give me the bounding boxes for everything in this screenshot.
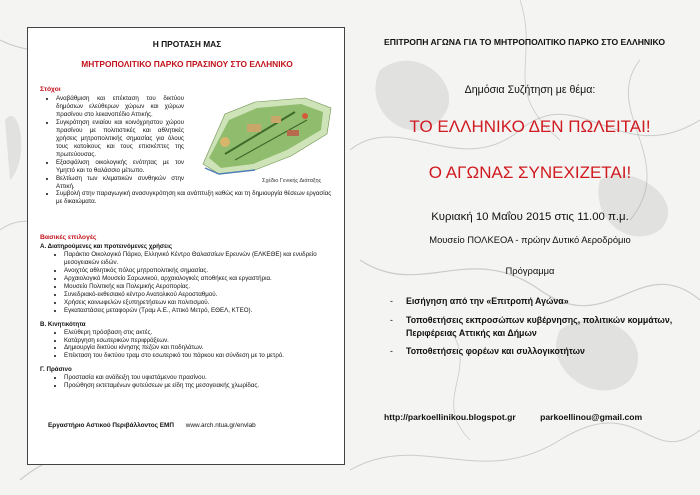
list-item: • Εγκαταστάσεις μεταφορών (Τραμ Α.Ε., Αττικό Μετρό, ΕΘΕΛ, ΚΤΕΟ). [64, 307, 334, 315]
lab-name: Εργαστήριο Αστικού Περιβάλλοντος ΕΜΠ [48, 421, 174, 429]
discussion-subtitle: Δημόσια Συζήτηση με θέμα: [464, 84, 596, 96]
section-c-list [40, 374, 334, 390]
list-item: • Παράκτιο Οικολογικό Πάρκο, Ελληνικό Κέντρο Θαλασσίων Ερευνών (ΕΛΚΕΘΕ) και ενυδρείο μεσογειακών ειδών. [64, 251, 334, 267]
section-a-list [40, 251, 334, 315]
blog-link[interactable]: http://parkoellinikou.blogspot.gr [384, 412, 516, 422]
list-item: • Δημιουργία δικτύου κίνησης πεζών και ποδηλάτων. [64, 344, 334, 352]
list-item: • Χρήσεις κοινωφελών εξυπηρετήσεων και πολιτισμού. [64, 299, 334, 307]
lab-url-link[interactable]: www.arch.ntua.gr/envlab [185, 421, 256, 429]
goal-item: • Εξασφάλιση οικολογικής ενότητας με τον Υμηττό και το θαλάσσιο μέτωπο. [56, 159, 184, 175]
goal-item: • Συμβολή στην παραγωγική ανασυγκρότηση και ανάπτυξη καθώς και τη δημιουργία θέσεων εργασίας με δικαιώματα. [56, 190, 336, 206]
section-b-list [40, 329, 334, 361]
list-item: • Κατάργηση εσωτερικών περιφράξεων. [64, 337, 334, 345]
list-item: • Μουσείο Πολιτικής και Πολεμικής Αεροπορίας. [64, 283, 334, 291]
list-item: • Προώθηση εκτεταμένων φυτεύσεων με είδη της μεσογειακής χλωρίδας. [64, 382, 334, 390]
program-item [390, 314, 680, 340]
event-date: Κυριακή 10 Μαΐου 2015 στις 11.00 π.μ. [431, 211, 629, 223]
program-item [390, 345, 680, 358]
dash-bullet: - [390, 296, 393, 306]
dash-bullet: - [390, 346, 393, 357]
headline-struggle-continues: Ο ΑΓΩΝΑΣ ΣΥΝΕΧΙΖΕΤΑΙ! [428, 163, 632, 182]
list-item: • Αρχαιολογικό Μουσείο Σαρωνικού, αρχαιολογικές αποθήκες και εργαστήρια. [64, 275, 334, 283]
goals-section [40, 86, 334, 214]
goals-heading: Στόχοι [40, 85, 61, 93]
proposal-title: ΜΗΤΡΟΠΟΛΙΤΙΚΟ ΠΑΡΚΟ ΠΡΑΣΙΝΟΥ ΣΤΟ ΕΛΛΗΝΙΚΟ [81, 58, 293, 69]
list-item: • Ανοιχτός αθλητικός πόλος μητροπολιτικής σημασίας. [64, 267, 334, 275]
goal-item: • Αναβάθμιση και επέκταση του δικτύου δημόσιων ελεύθερων χώρων και χώρων πρασίνου στο λεκανοπέδιο Αττικής. [56, 95, 184, 119]
program-item-text: Τοποθετήσεις φορέων και συλλογικοτήτων [406, 346, 585, 357]
program-item [390, 295, 680, 308]
program-heading: Πρόγραμμα [505, 265, 555, 276]
committee-name: ΕΠΙΤΡΟΠΗ ΑΓΩΝΑ ΓΙΑ ΤΟ ΜΗΤΡΟΠΟΛΙΤΙΚΟ ΠΑΡΚΟ ΣΤΟ ΕΛΛΗΝΙΚΟ [384, 37, 666, 47]
list-item: • Συνεδριακό-εκθεσιακό κέντρο Ανατολικού Αεροσταθμού. [64, 291, 334, 299]
list-item: • Προστασία και ανάδειξη του υφιστάμενου πρασίνου. [64, 374, 334, 382]
section-a-title: Α. Διατηρούμενες και προτεινόμενες χρήσεις [40, 243, 173, 251]
lab-footer [48, 422, 256, 430]
list-item: • Ελεύθερη πρόσβαση στις ακτές. [64, 329, 334, 337]
choices-heading: Βασικές επιλογές [40, 233, 97, 241]
email-link[interactable]: parkoellinou@gmail.com [540, 412, 643, 422]
goal-item: • Συγκρότηση ενιαίου και κοινόχρηστου χώρου πρασίνου με πολιτιστικές και αθλητικές χρήσεις μητροπολιτικής σημασίας για όλους τους κατοίκους και τους επισκέπτες της πρωτεύουσας. [56, 119, 184, 159]
goal-item: • Βελτίωση των κλιματικών συνθηκών στην Αττική. [56, 175, 184, 191]
dash-bullet: - [390, 314, 393, 325]
contacts [384, 412, 642, 422]
section-b-title: Β. Κινητικότητα [40, 320, 86, 328]
map-caption: Σχέδιο Γενικής Διάταξης [262, 177, 322, 184]
section-c-title: Γ. Πράσινο [40, 366, 72, 374]
event-place: Μουσείο ΠΟΛΚΕΟΑ - πρώην Δυτικό Αεροδρόμιο [429, 234, 631, 245]
proposal-panel [27, 27, 345, 465]
program-item-text: Εισήγηση από την «Επιτροπή Αγώνα» [406, 296, 569, 306]
site-plan-map [195, 94, 335, 176]
list-item: • Επέκταση του δικτύου τραμ στο εσωτερικό του πάρκου και σύνδεση με το μετρό. [64, 352, 334, 360]
proposal-heading: Η ΠΡΟΤΑΣΗ ΜΑΣ [152, 39, 222, 49]
program-item-text: Τοποθετήσεις εκπροσώπων κυβέρνησης, πολιτικών κομμάτων, Περιφέρειας Αττικής και Δήμων [406, 314, 673, 338]
program-list [390, 295, 680, 364]
headline-not-for-sale: ΤΟ ΕΛΛΗΝΙΚΟ ΔΕΝ ΠΩΛΕΙΤΑΙ! [409, 117, 651, 136]
